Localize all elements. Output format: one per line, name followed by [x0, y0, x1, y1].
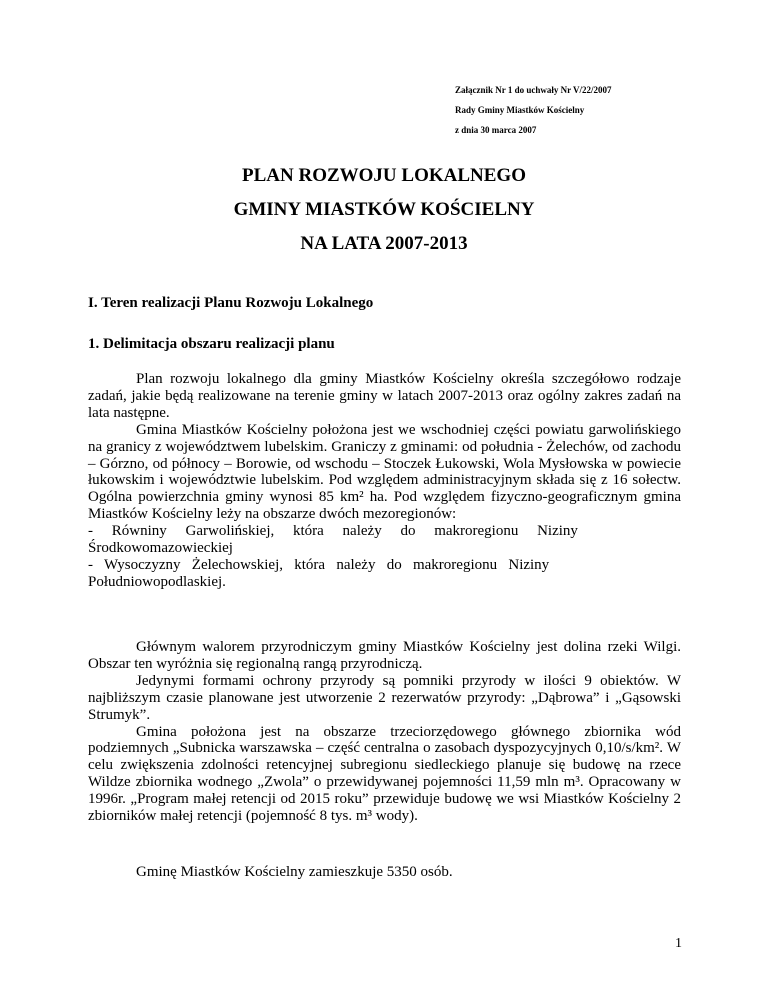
subsection-heading: 1. Delimitacja obszaru realizacji planu: [88, 336, 335, 352]
annex-note: [455, 80, 612, 140]
bullet-item-continuation: Środkowomazowieckiej: [88, 540, 233, 557]
bullet-item-continuation: Południowopodlaskiej.: [88, 573, 226, 590]
document-title-line-1: PLAN ROZWOJU LOKALNEGO: [242, 165, 526, 186]
paragraph: Plan rozwoju lokalnego dla gminy Miastków Kościelny określa szczegółowo rodzaje zadań, jakie będą realizowane na terenie gminy w latach 2007-2013 oraz ogólny zakres zadań na lata następne.: [88, 371, 681, 421]
body-block-1: [88, 371, 681, 591]
document-title-line-3: NA LATA 2007-2013: [300, 233, 468, 254]
annex-line: z dnia 30 marca 2007: [455, 125, 537, 135]
paragraph: Gmina Miastków Kościelny położona jest we wschodniej części powiatu garwolińskiego na granicy z województwem lubelskim. Graniczy z gminami: od południa - Żelechów, od zachodu – Górzno, od północy – Borowie, od wschodu – Stoczek Łukowski, Wola Mysłowska w powiecie łukowskim i województwie lubelskim. Pod względem administracyjnym składa się z 16 sołectw. Ogólna powierzchnia gminy wynosi 85 km² ha. Pod względem fizyczno-geograficznym gmina Miastków Kościelny leży na obszarze dwóch mezoregionów:: [88, 421, 681, 523]
annex-line: Załącznik Nr 1 do uchwały Nr V/22/2007: [455, 85, 612, 95]
bullet-item: - Równiny Garwolińskiej, która należy do makroregionu Niziny: [88, 523, 578, 540]
page-number: 1: [675, 936, 682, 951]
annex-line: Rady Gminy Miastków Kościelny: [455, 105, 585, 115]
bullet-item: - Wysoczyzny Żelechowskiej, która należy do makroregionu Niziny: [88, 556, 550, 573]
section-heading: I. Teren realizacji Planu Rozwoju Lokalnego: [88, 295, 374, 311]
body-block-2: [88, 639, 681, 825]
paragraph: Głównym walorem przyrodniczym gminy Miastków Kościelny jest dolina rzeki Wilgi. Obszar ten wyróżnia się regionalną rangą przyrodniczą.: [88, 639, 681, 672]
paragraph: Gmina położona jest na obszarze trzeciorzędowego głównego zbiornika wód podziemnych „Subnicka warszawska – część centralna o zasobach dyspozycyjnych 0,10/s/km². W celu zwiększenia zdolności retencyjnej subregionu siedleckiego planuje się budowę na rzece Wildze zbiornika wodnego „Zwola” o przewidywanej pojemności 11,59 mln m³. Opracowany w 1996r. „Program małej retencji od 2015 roku” przewiduje budowę we wsi Miastków Kościelny 2 zbiorników małej retencji (pojemność 8 tys. m³ wody).: [88, 723, 681, 825]
population-statement: Gminę Miastków Kościelny zamieszkuje 5350 osób.: [136, 864, 453, 880]
paragraph: Jedynymi formami ochrony przyrody są pomniki przyrody w ilości 9 obiektów. W najbliższym czasie planowane jest utworzenie 2 rezerwatów przyrody: „Dąbrowa” i „Gąsowski Strumyk”.: [88, 672, 681, 723]
document-title-line-2: GMINY MIASTKÓW KOŚCIELNY: [233, 199, 535, 220]
